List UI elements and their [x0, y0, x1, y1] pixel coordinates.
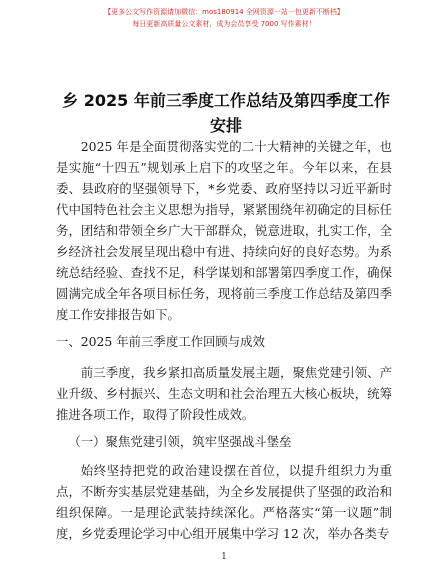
promo-banner-line-2: 每日更新高质量公文素材，成为会员享受 7000 写作素材！: [132, 20, 316, 28]
subsection-heading: （一）聚焦党建引领，筑牢坚强战斗堡垒: [68, 434, 292, 449]
subsection-paragraph: 始终坚持把党的政治建设摆在首位，以提升组织力为重点，不断夯实基层党建基础，为全乡发展提供了坚强的政治和组织保障。一是理论武装持续深化。严格落实“第一议题”制度，乡党委理论学习中心组开展集中学习 12 次，举办各类专: [56, 463, 392, 541]
document-title: 乡 2025 年前三季度工作总结及第四季度工作安排: [62, 91, 390, 135]
intro-paragraph: 2025 年是全面贯彻落实党的二十大精神的关键之年，也是实施“十四五”规划承上启下的攻坚之年。今年以来，在县委、县政府的坚强领导下，*乡党委、政府坚持以习近平新时代中国特色社会主义思想为指导，紧紧围绕年初确定的目标任务，团结和带领全乡广大干部群众，锐意进取，扎实工作，全乡经济社会发展呈现出稳中有进、持续向好的良好态势。为系统总结经验、查找不足，科学谋划和部署第四季度工作，确保圆满完成全年各项目标任务，现将前三季度工作总结及第四季度工作安排报告如下。: [56, 139, 392, 322]
document-body: [56, 136, 392, 544]
page-number: 1: [221, 552, 227, 562]
section-summary-paragraph: 前三季度，我乡紧扣高质量发展主题，聚焦党建引领、产业升级、乡村振兴、生态文明和社会治理五大核心板块，统筹推进各项工作，取得了阶段性成效。: [56, 365, 392, 422]
promo-banner-line-1: 【更多公文写作资源请加微信：mos180914 全网资源一站一包更新不断档】: [104, 8, 344, 16]
promo-banner: [0, 6, 448, 30]
section-heading: 一、2025 年前三季度工作回顾与成效: [56, 334, 265, 349]
